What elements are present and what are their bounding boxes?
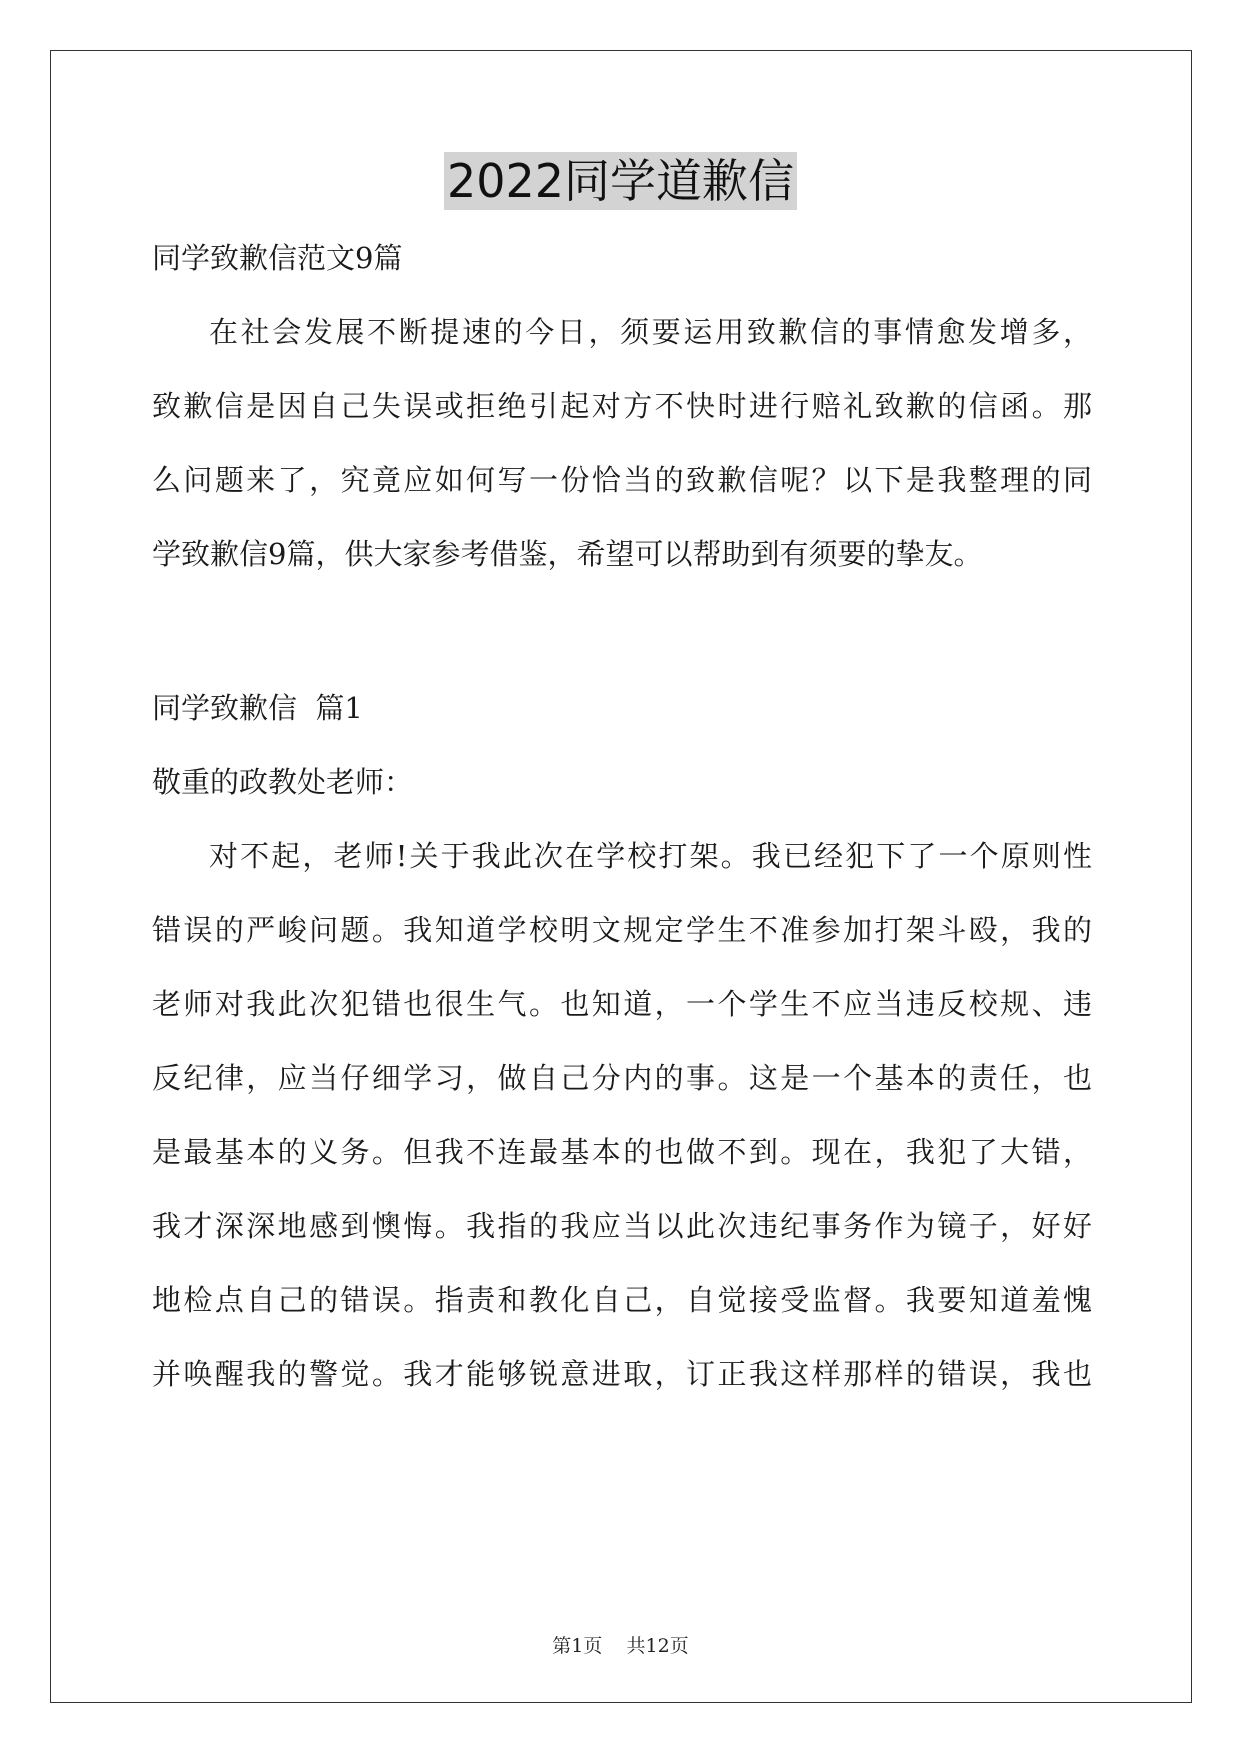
document-title: 2022同学道歉信 — [444, 152, 797, 210]
intro-line-4: 学致歉信9篇，供大家参考借鉴，希望可以帮助到有须要的挚友。 — [152, 537, 983, 571]
section-heading: 同学致歉信 篇1 — [152, 691, 363, 725]
intro-line-3: 么问题来了，究竟应如何写一份恰当的致歉信呢？以下是我整理的同 — [152, 463, 1092, 497]
intro-line-2: 致歉信是因自己失误或拒绝引起对方不快时进行赔礼致歉的信函。那 — [152, 389, 1092, 423]
body-line-7: 地检点自己的错误。指责和教化自己，自觉接受监督。我要知道羞愧 — [152, 1283, 1092, 1317]
intro-line-1: 在社会发展不断提速的今日，须要运用致歉信的事情愈发增多， — [209, 315, 1092, 349]
page-number: 第1页 — [552, 1635, 603, 1657]
salutation: 敬重的政教处老师： — [152, 765, 414, 799]
body-line-2: 错误的严峻问题。我知道学校明文规定学生不准参加打架斗殴，我的 — [152, 913, 1092, 947]
body-line-8: 并唤醒我的警觉。我才能够锐意进取，订正我这样那样的错误，我也 — [152, 1357, 1092, 1391]
body-line-3: 老师对我此次犯错也很生气。也知道，一个学生不应当违反校规、违 — [152, 987, 1092, 1021]
body-line-1: 对不起，老师!关于我此次在学校打架。我已经犯下了一个原则性 — [209, 839, 1092, 873]
body-line-6: 我才深深地感到懊悔。我指的我应当以此次违纪事务作为镜子，好好 — [152, 1209, 1092, 1243]
title-container — [0, 152, 1241, 210]
body-line-4: 反纪律，应当仔细学习，做自己分内的事。这是一个基本的责任，也 — [152, 1061, 1092, 1095]
subtitle: 同学致歉信范文9篇 — [152, 241, 403, 275]
page-border — [50, 50, 1192, 1703]
page-total: 共12页 — [626, 1635, 689, 1657]
body-line-5: 是最基本的义务。但我不连最基本的也做不到。现在，我犯了大错， — [152, 1135, 1092, 1169]
page-footer — [0, 1633, 1241, 1659]
